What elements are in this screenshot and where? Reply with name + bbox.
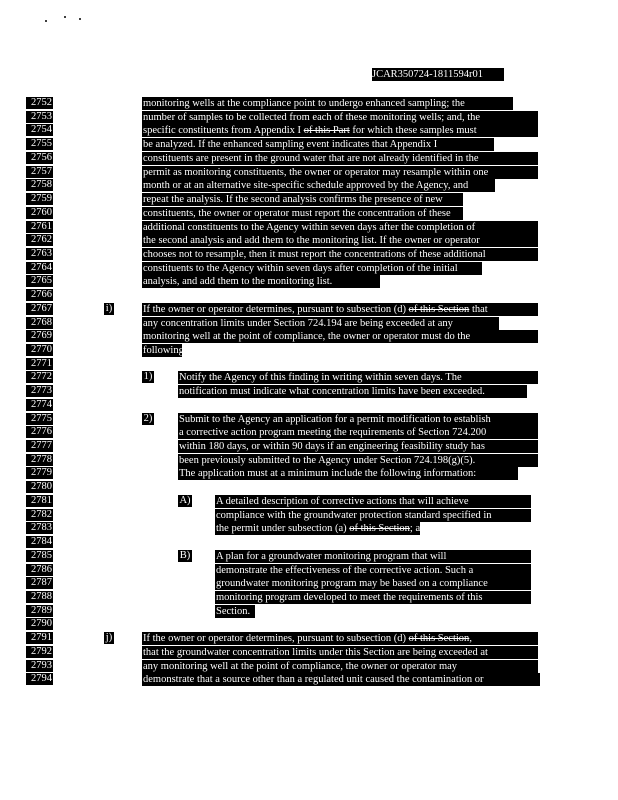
text-segment: the permit under subsection (a): [216, 523, 350, 535]
text-segment: Section.: [216, 605, 251, 617]
line-text: [142, 166, 538, 179]
line-number: 2756: [26, 152, 53, 164]
document-line: [0, 166, 618, 179]
line-number: 2763: [26, 248, 53, 260]
line-text: [215, 605, 255, 618]
line-number: 2757: [26, 166, 53, 178]
document-line: [0, 618, 618, 631]
text-segment: monitoring wells at the compliance point to undergo enhanced sampling; the: [143, 98, 465, 109]
document-line: [0, 344, 618, 357]
document-line: [0, 467, 618, 480]
text-segment: additional constituents to the Agency within seven days after the completion of: [143, 221, 476, 233]
line-number: 2770: [26, 344, 53, 356]
document-line: [0, 371, 618, 384]
line-number: 2752: [26, 97, 53, 109]
document-line: [0, 454, 618, 467]
document-line: [0, 550, 618, 563]
line-number: 2773: [26, 385, 53, 397]
document-line: [0, 605, 618, 618]
document-line: [0, 399, 618, 412]
text-segment: If the owner or operator determines, pursuant to subsection (d): [143, 303, 409, 315]
line-text: [142, 193, 463, 206]
line-number: 2794: [26, 673, 53, 685]
line-number: 2771: [26, 358, 53, 370]
line-number: 2754: [26, 124, 53, 136]
line-number: 2762: [26, 234, 53, 246]
line-text: [142, 234, 538, 247]
line-number: 2784: [26, 536, 53, 548]
struck-text: of this Section: [408, 303, 470, 315]
text-segment: constituents are present in the ground water that are not already identified in the: [143, 152, 479, 164]
document-line: [0, 193, 618, 206]
text-segment: the second analysis and add them to the monitoring list. If the owner or operator: [143, 235, 480, 247]
document-line: [0, 303, 618, 316]
line-text: [215, 550, 531, 563]
line-text: [142, 97, 513, 110]
document-id: JCAR350724-1811594r01: [372, 68, 504, 81]
text-segment: constituents, the owner or operator must report the concentration of these: [143, 207, 451, 219]
document-line: [0, 207, 618, 220]
line-number: 2778: [26, 454, 53, 466]
document-line: [0, 673, 618, 686]
struck-text: of this Section: [408, 633, 470, 645]
line-text: [142, 111, 538, 124]
document-line: [0, 152, 618, 165]
document-line: [0, 495, 618, 508]
line-text: [215, 591, 531, 604]
document-line: [0, 358, 618, 371]
line-number: 2776: [26, 426, 53, 438]
document-line: [0, 564, 618, 577]
line-number: 2781: [26, 495, 53, 507]
text-segment: a corrective action program meeting the requirements of Section 724.200: [179, 427, 487, 439]
document-line: [0, 317, 618, 330]
line-text: [215, 564, 531, 577]
line-number: 2755: [26, 138, 53, 150]
text-segment: any monitoring well at the point of compliance, the owner or operator may: [143, 660, 458, 672]
document-line: [0, 536, 618, 549]
text-segment: specific constituents from Appendix I: [143, 125, 304, 137]
line-text: [142, 124, 538, 137]
document-line: [0, 138, 618, 151]
line-text: [215, 577, 531, 590]
line-number: 2777: [26, 440, 53, 452]
line-text: [142, 152, 538, 165]
line-text: [178, 371, 538, 384]
list-marker: j): [105, 632, 113, 644]
scan-mark: [45, 20, 47, 22]
line-number: 2758: [26, 179, 53, 191]
document-line: [0, 522, 618, 535]
line-text: [142, 248, 538, 261]
text-segment: following:: [143, 345, 187, 356]
document-line: [0, 481, 618, 494]
line-number: 2759: [26, 193, 53, 205]
text-segment: demonstrate that a source other than a regulated unit caused the contamination or: [143, 674, 484, 686]
line-number: 2772: [26, 371, 53, 383]
text-segment: that: [469, 303, 488, 315]
line-text: [142, 138, 494, 151]
document-line: [0, 221, 618, 234]
line-number: 2764: [26, 262, 53, 274]
document-line: [0, 426, 618, 439]
list-marker: B): [179, 549, 191, 561]
document-line: [0, 385, 618, 398]
document-line: [0, 646, 618, 659]
text-segment: Notify the Agency of this finding in writing within seven days. The: [179, 372, 462, 384]
struck-text: of this Part: [303, 125, 350, 137]
line-text: [142, 303, 538, 316]
line-text: [142, 344, 187, 357]
scan-mark: [64, 16, 66, 18]
document-line: [0, 660, 618, 673]
text-segment: If the owner or operator determines, pursuant to subsection (d): [143, 633, 409, 645]
line-number: 2791: [26, 632, 53, 644]
text-segment: monitoring well at the point of compliance, the owner or operator must do the: [143, 331, 471, 343]
line-number: 2753: [26, 111, 53, 123]
line-text: [142, 221, 538, 234]
text-segment: A detailed description of corrective actions that will achieve: [216, 495, 469, 507]
text-segment: for which these samples must: [349, 125, 477, 137]
line-text: [142, 632, 538, 645]
text-segment: be analyzed. If the enhanced sampling event indicates that Appendix I: [143, 139, 438, 151]
text-segment: A plan for a groundwater monitoring program that will: [216, 550, 447, 562]
line-number: 2761: [26, 221, 53, 233]
line-text: [142, 673, 540, 686]
line-text: [178, 440, 538, 453]
line-text: [142, 262, 482, 275]
list-marker: 2): [143, 412, 153, 424]
line-text: [142, 660, 538, 673]
text-segment: chooses not to resample, then it must report the concentrations of these additional: [143, 248, 486, 260]
line-number: 2788: [26, 591, 53, 603]
line-number: 2787: [26, 577, 53, 589]
text-segment: demonstrate the effectiveness of the corrective action. Such a: [216, 564, 474, 576]
line-number: 2765: [26, 275, 53, 287]
text-segment: notification must indicate what concentration limits have been exceeded.: [179, 386, 485, 398]
document-line: [0, 509, 618, 522]
line-text: [142, 207, 463, 220]
line-text: [178, 413, 538, 426]
list-marker: i): [105, 302, 113, 314]
text-segment: ,: [469, 633, 472, 645]
document-line: [0, 632, 618, 645]
document-line: [0, 577, 618, 590]
line-number: 2775: [26, 413, 53, 425]
list-marker: A): [179, 494, 191, 506]
document-line: [0, 413, 618, 426]
text-segment: groundwater monitoring program may be based on a compliance: [216, 578, 488, 590]
document-line: [0, 111, 618, 124]
line-text: [178, 426, 538, 439]
line-number: 2782: [26, 509, 53, 521]
text-segment: number of samples to be collected from each of these monitoring wells; and, the: [143, 111, 481, 123]
text-segment: month or at an alternative site-specific schedule approved by the Agency, and: [143, 180, 469, 192]
line-number: 2774: [26, 399, 53, 411]
text-segment: been previously submitted to the Agency under Section 724.198(g)(5).: [179, 454, 476, 466]
document-line: [0, 289, 618, 302]
document-line: [0, 248, 618, 261]
list-marker: 1): [143, 371, 153, 383]
text-segment: analysis, and add them to the monitoring list.: [143, 276, 333, 288]
line-number: 2790: [26, 618, 53, 630]
scan-mark: [79, 18, 81, 20]
line-text: [142, 330, 538, 343]
line-number: 2792: [26, 646, 53, 658]
document-line: [0, 124, 618, 137]
line-number: 2779: [26, 467, 53, 479]
text-segment: any concentration limits under Section 724.194 are being exceeded at any: [143, 317, 453, 329]
struck-text: of this Section: [349, 523, 410, 535]
line-number: 2768: [26, 317, 53, 329]
document-line: [0, 97, 618, 110]
text-segment: that the groundwater concentration limits under this Section are being exceeded at: [143, 646, 488, 658]
line-number: 2780: [26, 481, 53, 493]
line-text: [178, 385, 527, 398]
line-text: [142, 646, 538, 659]
line-text: [215, 522, 431, 535]
text-segment: Submit to the Agency an application for a permit modification to establish: [179, 413, 491, 425]
line-number: 2786: [26, 564, 53, 576]
text-segment: ; and: [409, 523, 431, 535]
line-text: [215, 509, 531, 522]
line-number: 2793: [26, 660, 53, 672]
line-text: [142, 179, 495, 192]
line-text: [178, 454, 538, 467]
line-text: [215, 495, 531, 508]
text-segment: repeat the analysis. If the second analysis confirms the presence of new: [143, 194, 443, 205]
line-number: 2766: [26, 289, 53, 301]
line-text: [178, 467, 518, 480]
line-number: 2769: [26, 330, 53, 342]
document-line: [0, 330, 618, 343]
document-line: [0, 591, 618, 604]
text-segment: The application must at a minimum include the following information:: [179, 468, 477, 480]
line-text: [142, 317, 499, 330]
text-segment: permit as monitoring constituents, the owner or operator may resample within one: [143, 166, 489, 178]
line-number: 2785: [26, 550, 53, 562]
document-line: [0, 275, 618, 288]
document-line: [0, 179, 618, 192]
line-number: 2760: [26, 207, 53, 219]
scan-artifact-marks: [40, 14, 100, 24]
document-line: [0, 262, 618, 275]
line-number: 2767: [26, 303, 53, 315]
text-segment: within 180 days, or within 90 days if an engineering feasibility study has: [179, 441, 485, 452]
document-line: [0, 234, 618, 247]
text-segment: constituents to the Agency within seven days after completion of the initial: [143, 262, 458, 274]
line-number: 2783: [26, 522, 53, 534]
text-segment: compliance with the groundwater protection standard specified in: [216, 509, 492, 521]
document-line: [0, 440, 618, 453]
line-number: 2789: [26, 605, 53, 617]
text-segment: monitoring program developed to meet the requirements of this: [216, 591, 483, 603]
line-text: [142, 275, 380, 288]
